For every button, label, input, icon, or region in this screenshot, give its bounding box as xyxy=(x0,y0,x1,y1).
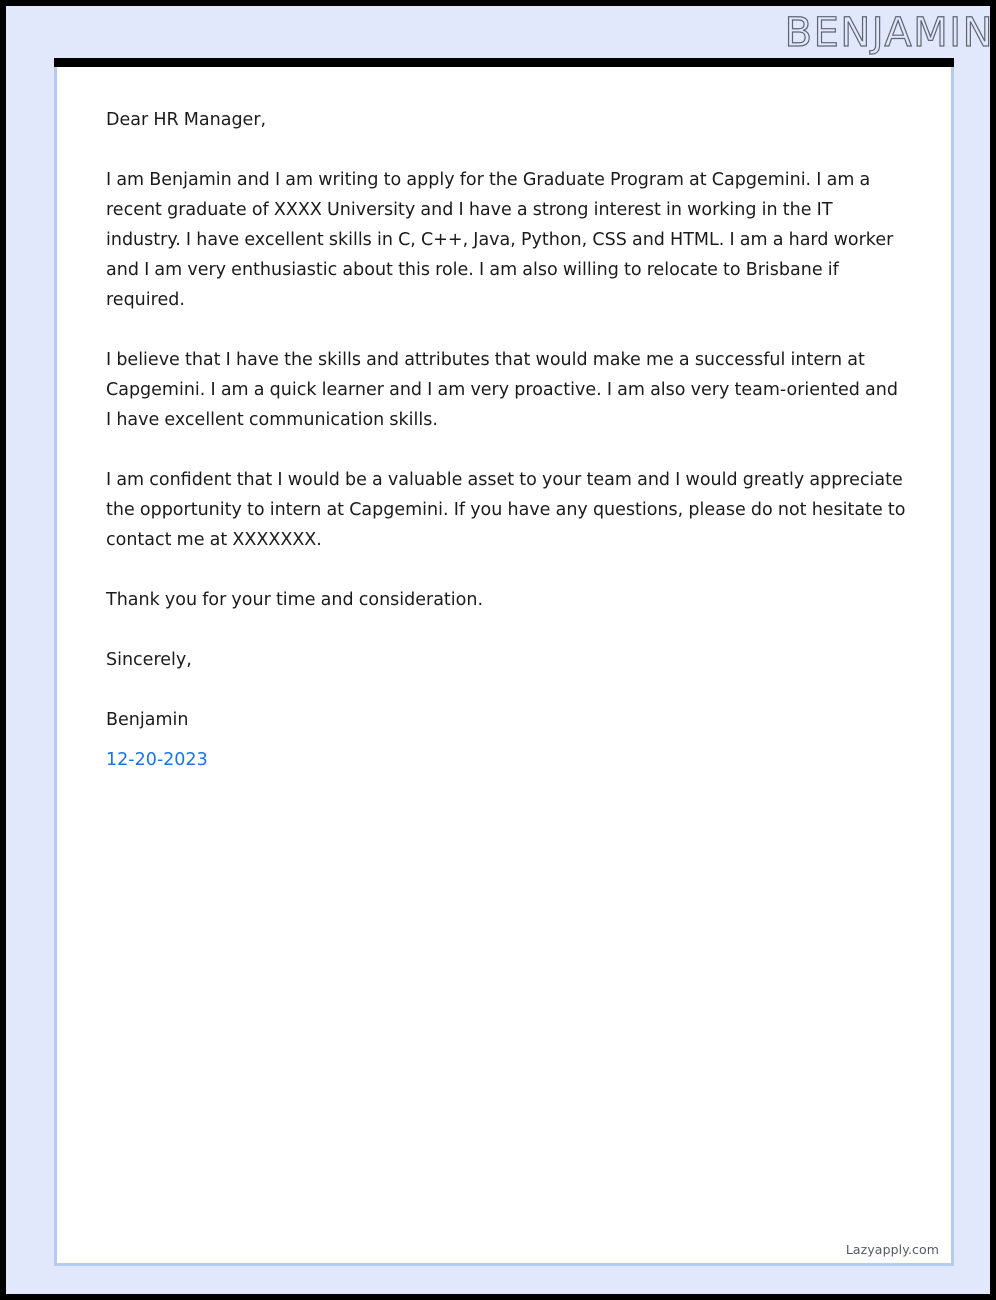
letter-sheet xyxy=(54,67,954,1266)
letterhead xyxy=(54,12,996,58)
body-paragraph-3: I am confident that I would be a valuable asset to your team and I would greatly appreciate the opportunity to intern at Capgemini. If you have any questions, please do not hesitate to contact me at XXXXXXX. xyxy=(106,470,906,550)
thanks-line: Thank you for your time and consideration. xyxy=(106,590,484,610)
letter-date: 12-20-2023 xyxy=(106,750,208,770)
letterhead-name: BENJAMIN xyxy=(784,10,994,56)
letter-body xyxy=(106,105,906,775)
salutation: Dear HR Manager, xyxy=(106,110,267,130)
page-mat xyxy=(6,6,994,1294)
closing-line: Sincerely, xyxy=(106,650,192,670)
body-paragraph-1: I am Benjamin and I am writing to apply for the Graduate Program at Capgemini. I am a recent graduate of XXXX University and I have a strong interest in working in the IT industry. I have excellent skills in C, C++, Java, Python, CSS and HTML. I am a hard worker and I am very enthusiastic about this role. I am also willing to relocate to Brisbane if required. xyxy=(106,170,894,310)
footer-brand: Lazyapply.com xyxy=(845,1242,939,1257)
signature-name: Benjamin xyxy=(106,710,189,730)
body-paragraph-2: I believe that I have the skills and attributes that would make me a successful intern at Capgemini. I am a quick learner and I am very proactive. I am also very team-oriented and I have excellent communication skills. xyxy=(106,350,898,430)
letterhead-rule xyxy=(54,58,954,67)
